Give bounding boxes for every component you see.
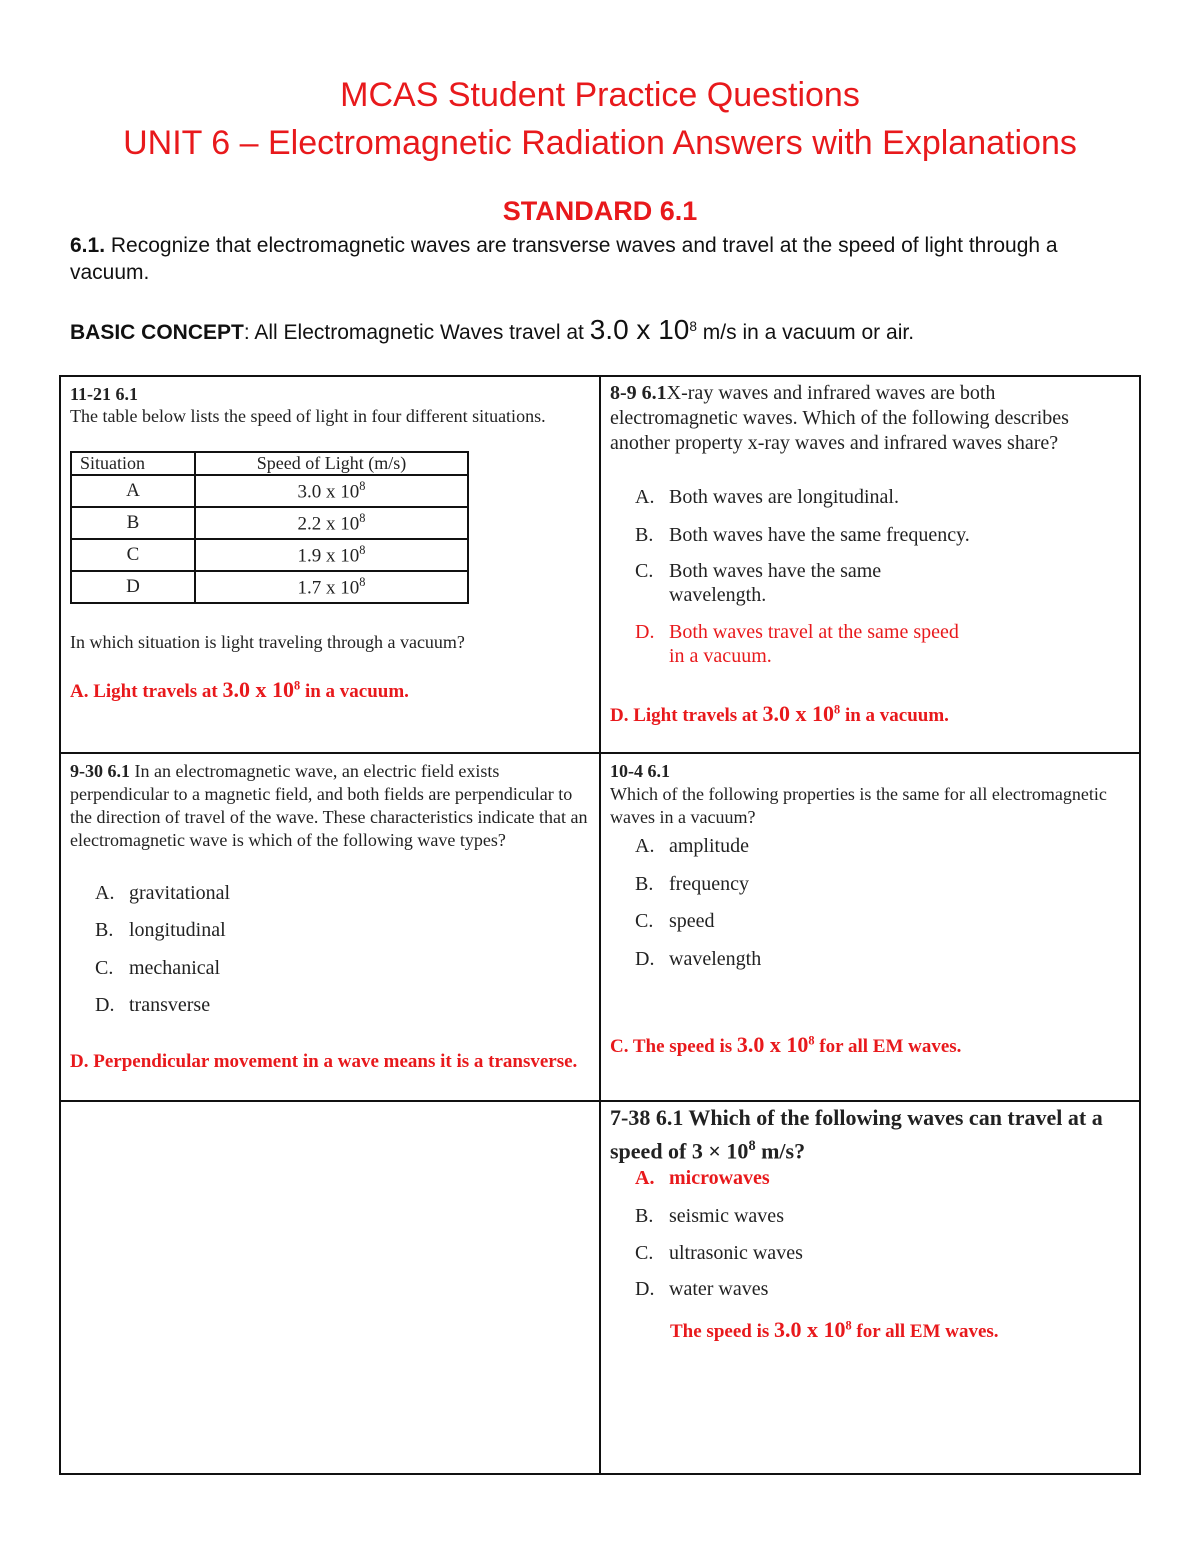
question-body-end: m/s? (755, 1138, 806, 1164)
answer-pre: C. The speed is (610, 1036, 737, 1057)
question-grid (59, 375, 1141, 1475)
speed-value: 2.2 x 10 (297, 513, 360, 535)
standard-code: 6.1. (70, 234, 106, 257)
answer-option-a[interactable] (95, 881, 230, 905)
answer-explanation (610, 701, 1130, 727)
answer-pre: A. Light travels at (70, 681, 223, 702)
answer-value: 3.0 x 10 (222, 677, 295, 702)
question-text (70, 760, 590, 852)
speed-exp: 8 (359, 510, 366, 525)
page-subtitle: UNIT 6 – Electromagnetic Radiation Answers with Explanations (123, 124, 1077, 162)
question-text (610, 1104, 1130, 1165)
option-letter: A. (95, 882, 115, 904)
answer-option-d[interactable] (635, 1277, 768, 1301)
option-text: longitudinal (129, 919, 226, 941)
option-text: frequency (669, 873, 749, 895)
table-cell-situation: B (71, 507, 195, 539)
answer-option-a[interactable] (635, 1166, 770, 1190)
option-letter: D. (95, 994, 115, 1016)
table-cell-speed (195, 507, 468, 539)
question-cell-10-4 (599, 752, 1141, 1102)
basic-concept-label: BASIC CONCEPT (70, 321, 244, 344)
answer-option-d[interactable] (635, 620, 959, 668)
basic-concept-value: 3.0 x 10 (589, 314, 690, 345)
option-text: Both waves are longitudinal. (669, 486, 899, 508)
option-text: Both waves have the same (669, 560, 882, 582)
question-cell-11-21 (59, 375, 601, 754)
option-text: gravitational (129, 882, 231, 904)
question-code: 10-4 6.1 (610, 761, 670, 781)
answer-explanation: D. Perpendicular movement in a wave means it is a transverse. (70, 1051, 578, 1072)
option-letter: D. (635, 621, 655, 643)
standard-heading: STANDARD 6.1 (502, 196, 698, 226)
question-text: The table below lists the speed of light in four different situations. (70, 406, 546, 426)
speed-value: 3.0 x 10 (297, 481, 360, 503)
option-letter: A. (635, 835, 655, 857)
answer-option-b[interactable] (95, 918, 226, 942)
answer-option-c[interactable] (635, 909, 715, 933)
answer-explanation (670, 1317, 1130, 1343)
basic-concept (70, 314, 1150, 346)
option-text: mechanical (129, 957, 221, 979)
question-cell-9-30 (59, 752, 601, 1102)
question-cell-7-38 (599, 1100, 1141, 1475)
answer-option-b[interactable] (635, 1204, 784, 1228)
answer-exp: 8 (294, 678, 301, 693)
speed-value: 1.7 x 10 (297, 577, 360, 599)
answer-option-d[interactable] (95, 993, 210, 1017)
answer-option-c[interactable] (635, 1241, 803, 1265)
answer-exp: 8 (834, 702, 841, 717)
basic-concept-exp: 8 (689, 319, 697, 334)
answer-value: 3.0 x 10 (762, 701, 835, 726)
table-cell-speed (195, 475, 468, 507)
question-text (610, 381, 1120, 456)
table-row (71, 539, 468, 571)
speed-exp: 8 (359, 478, 366, 493)
page-title: MCAS Student Practice Questions (340, 76, 860, 114)
answer-option-a[interactable] (635, 834, 749, 858)
table-cell-speed (195, 539, 468, 571)
option-text: seismic waves (669, 1205, 784, 1227)
option-letter: B. (635, 524, 654, 546)
question-body: Which of the following waves can travel at a speed of 3 × 10 (610, 1105, 1103, 1164)
question-code: 8-9 6.1 (610, 382, 667, 404)
answer-option-c[interactable] (95, 956, 220, 980)
answer-option-b[interactable] (635, 872, 749, 896)
answer-post: in a vacuum. (840, 705, 949, 726)
answer-option-b[interactable] (635, 523, 970, 547)
option-letter: D. (635, 948, 655, 970)
answer-option-a[interactable] (635, 485, 899, 509)
empty-cell (59, 1100, 601, 1475)
option-text: speed (669, 910, 715, 932)
question-code: 7-38 6.1 (610, 1105, 684, 1130)
answer-pre: D. Light travels at (610, 705, 763, 726)
option-letter: D. (635, 1278, 655, 1300)
option-letter: C. (635, 560, 654, 582)
answer-post: in a vacuum. (300, 681, 409, 702)
option-letter: B. (95, 919, 114, 941)
answer-explanation (610, 1032, 1135, 1058)
speed-exp: 8 (359, 574, 366, 589)
question-body: X-ray waves and infrared waves are both electromagnetic waves. Which of the following describes another property x-ray waves and infrared waves share? (610, 382, 1069, 454)
answer-value: 3.0 x 10 (736, 1032, 809, 1057)
option-letter: A. (635, 486, 655, 508)
option-letter: C. (635, 910, 654, 932)
question-text: Which of the following properties is the same for all electromagnetic waves in a vacuum? (610, 784, 1107, 827)
answer-option-d[interactable] (635, 947, 761, 971)
option-text: Both waves travel at the same speed (669, 621, 959, 643)
standard-description (70, 232, 1130, 286)
answer-pre: The speed is (670, 1321, 774, 1342)
answer-option-c[interactable] (635, 559, 881, 607)
basic-concept-post: m/s in a vacuum or air. (696, 321, 915, 344)
option-text: water waves (669, 1278, 769, 1300)
option-letter: B. (635, 873, 654, 895)
basic-concept-pre: : All Electromagnetic Waves travel at (243, 321, 590, 344)
question-code: 11-21 6.1 (70, 384, 139, 404)
question-prompt: In which situation is light traveling through a vacuum? (70, 632, 465, 652)
option-letter: C. (635, 1242, 654, 1264)
option-letter: C. (95, 957, 114, 979)
speed-value: 1.9 x 10 (297, 545, 360, 567)
question-cell-8-9 (599, 375, 1141, 754)
standard-text: Recognize that electromagnetic waves are transverse waves and travel at the speed of light through a vacuum. (70, 234, 1058, 284)
answer-post: for all EM waves. (851, 1321, 999, 1342)
table-header-situation: Situation (71, 452, 195, 475)
option-text-line2: in a vacuum. (669, 645, 772, 667)
option-text: ultrasonic waves (669, 1242, 803, 1264)
table-row (71, 475, 468, 507)
option-letter: A. (635, 1167, 655, 1189)
answer-exp: 8 (845, 1318, 852, 1333)
option-text: microwaves (669, 1167, 770, 1189)
option-text: transverse (129, 994, 211, 1016)
table-row (71, 507, 468, 539)
table-header-speed: Speed of Light (m/s) (195, 452, 468, 475)
speed-exp: 8 (359, 542, 366, 557)
option-text: amplitude (669, 835, 749, 857)
answer-post: for all EM waves. (814, 1036, 962, 1057)
table-cell-speed (195, 571, 468, 603)
option-text: wavelength (669, 948, 762, 970)
answer-value: 3.0 x 10 (774, 1317, 846, 1342)
option-text-line2: wavelength. (669, 584, 767, 606)
answer-exp: 8 (808, 1033, 815, 1048)
table-row (71, 571, 468, 603)
answer-explanation (70, 677, 590, 703)
table-cell-situation: C (71, 539, 195, 571)
option-text: Both waves have the same frequency. (669, 524, 970, 546)
question-body: In an electromagnetic wave, an electric field exists perpendicular to a magnetic field, and both fields are perpendicular to the direction of travel of the wave. These characteristics indicate that an electromagnetic wave is which of the following wave types? (70, 761, 588, 850)
table-cell-situation: D (71, 571, 195, 603)
question-exp: 8 (748, 1138, 756, 1154)
speed-table (70, 451, 469, 604)
table-cell-situation: A (71, 475, 195, 507)
option-letter: B. (635, 1205, 654, 1227)
question-code: 9-30 6.1 (70, 761, 130, 781)
